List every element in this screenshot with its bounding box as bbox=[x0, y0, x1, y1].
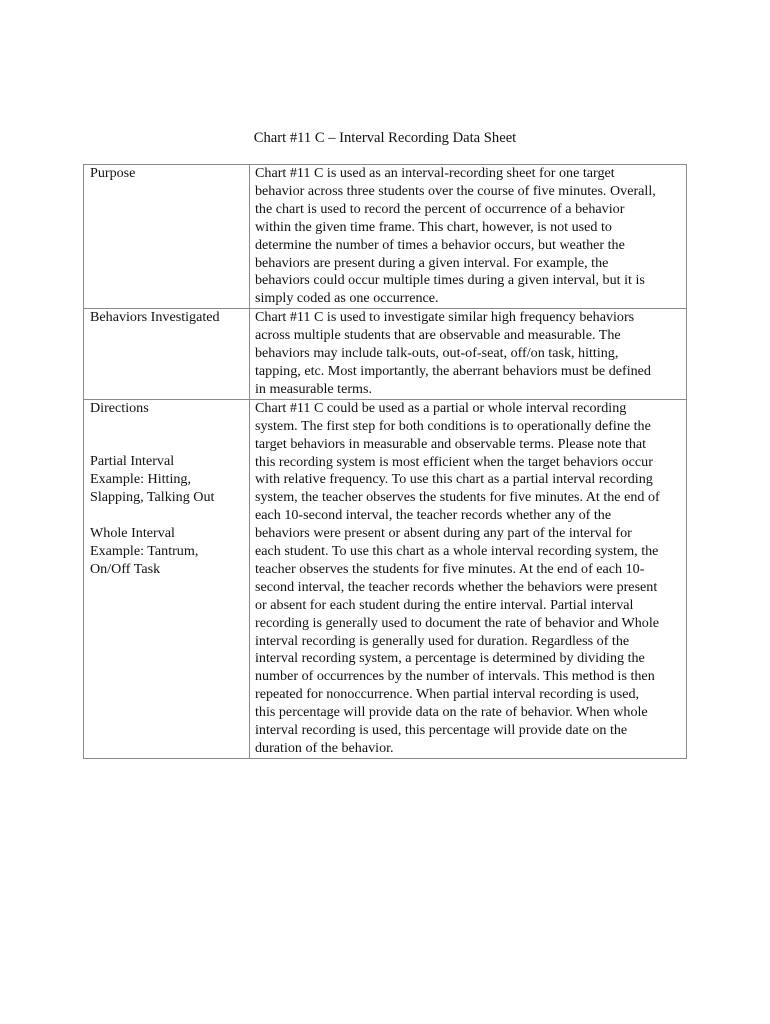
behaviors-text-line: across multiple students that are observable and measurable. The bbox=[255, 327, 621, 344]
directions-text-line: system. The first step for both conditions is to operationally define the bbox=[255, 417, 651, 434]
purpose-text-line: behaviors are present during a given interval. For example, the bbox=[255, 254, 609, 271]
row-content-cell bbox=[250, 309, 687, 400]
partial-interval-example: Slapping, Talking Out bbox=[90, 489, 215, 506]
label-spacer bbox=[90, 418, 245, 436]
row-content-cell bbox=[250, 399, 687, 758]
directions-text-line: with relative frequency. To use this chart as a partial interval recording bbox=[255, 471, 653, 488]
table-row-purpose bbox=[84, 165, 687, 309]
directions-text-line: this recording system is most efficient when the target behaviors occur bbox=[255, 453, 653, 470]
purpose-text-line: behavior across three students over the course of five minutes. Overall, bbox=[255, 182, 656, 199]
purpose-text-line: the chart is used to record the percent of occurrence of a behavior bbox=[255, 200, 625, 217]
directions-text-line: target behaviors in measurable and observable terms. Please note that bbox=[255, 435, 647, 452]
purpose-text-line: simply coded as one occurrence. bbox=[255, 290, 439, 307]
directions-text-line: or absent for each student during the entire interval. Partial interval bbox=[255, 596, 634, 613]
row-label-cell bbox=[84, 309, 250, 400]
directions-text-line: interval recording system, a percentage is determined by dividing the bbox=[255, 650, 645, 667]
directions-text-line: each 10-second interval, the teacher records whether any of the bbox=[255, 507, 612, 524]
directions-text-line: interval recording is generally used for duration. Regardless of the bbox=[255, 632, 630, 649]
table-row-directions bbox=[84, 399, 687, 758]
row-label-directions: Directions bbox=[90, 399, 149, 416]
table-row-behaviors-investigated bbox=[84, 309, 687, 400]
behaviors-text-line: in measurable terms. bbox=[255, 380, 373, 397]
purpose-text-line: within the given time frame. This chart, however, is not used to bbox=[255, 218, 612, 235]
row-label-purpose: Purpose bbox=[90, 165, 136, 181]
directions-text-line: recording is generally used to document the rate of behavior and Whole bbox=[255, 614, 660, 631]
row-content-cell bbox=[250, 165, 687, 309]
behaviors-text-line: behaviors may include talk-outs, out-of-seat, off/on task, hitting, bbox=[255, 345, 619, 362]
interval-recording-table bbox=[83, 164, 687, 759]
directions-text-line: repeated for nonoccurrence. When partial interval recording is used, bbox=[255, 686, 640, 703]
row-label-cell bbox=[84, 165, 250, 309]
page-title: Chart #11 C – Interval Recording Data Sheet bbox=[253, 130, 517, 146]
behaviors-text-line: Chart #11 C is used to investigate similar high frequency behaviors bbox=[255, 309, 635, 326]
directions-text-line: interval recording is used, this percentage will provide date on the bbox=[255, 722, 628, 739]
whole-interval-example: Example: Tantrum, bbox=[90, 542, 199, 559]
behaviors-text-line: tapping, etc. Most importantly, the aberrant behaviors must be defined bbox=[255, 362, 651, 379]
purpose-text-line: behaviors could occur multiple times during a given interval, but it is bbox=[255, 272, 645, 289]
directions-text-line: system, the teacher observes the students for five minutes. At the end of bbox=[255, 489, 660, 506]
directions-text-line: duration of the behavior. bbox=[255, 740, 394, 756]
label-spacer bbox=[90, 436, 245, 454]
purpose-text-line: determine the number of times a behavior occurs, but weather the bbox=[255, 236, 625, 253]
partial-interval-example: Example: Hitting, bbox=[90, 471, 191, 488]
purpose-text-line: Chart #11 C is used as an interval-recording sheet for one target bbox=[255, 165, 615, 181]
whole-interval-label: Whole Interval bbox=[90, 525, 175, 542]
directions-text-line: each student. To use this chart as a whole interval recording system, the bbox=[255, 543, 659, 560]
partial-interval-label: Partial Interval bbox=[90, 453, 175, 470]
directions-text-line: number of occurrences by the number of intervals. This method is then bbox=[255, 668, 655, 685]
directions-text-line: this percentage will provide data on the rate of behavior. When whole bbox=[255, 704, 648, 721]
row-label-cell bbox=[84, 399, 250, 758]
directions-text-line: behaviors were present or absent during any part of the interval for bbox=[255, 525, 632, 542]
label-spacer bbox=[90, 507, 245, 525]
directions-text-line: Chart #11 C could be used as a partial or whole interval recording bbox=[255, 399, 627, 416]
directions-text-line: second interval, the teacher records whether the behaviors were present bbox=[255, 578, 658, 595]
whole-interval-example: On/Off Task bbox=[90, 560, 161, 577]
row-label-behaviors-investigated: Behaviors Investigated bbox=[90, 309, 220, 326]
directions-text-line: teacher observes the students for five minutes. At the end of each 10- bbox=[255, 560, 645, 577]
